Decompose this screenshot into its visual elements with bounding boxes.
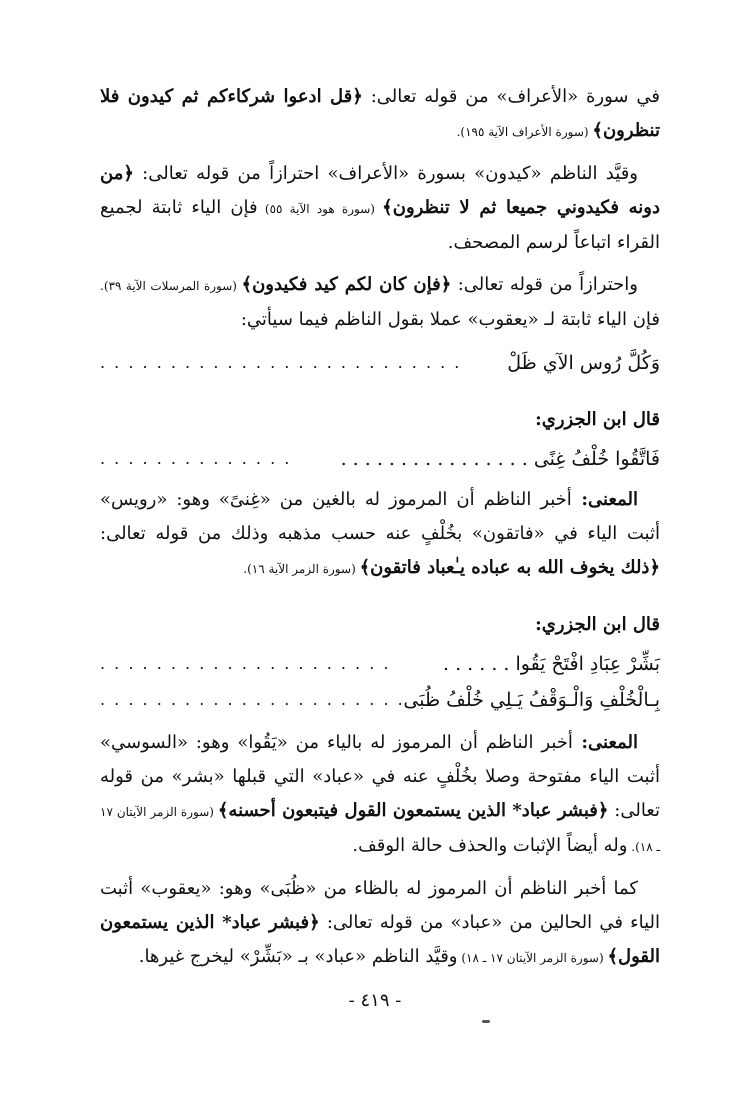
meaning-label: المعنى: — [572, 732, 639, 753]
poem-hemistich-right: وَكُلَّ رُوس الآي ظَلْ — [507, 352, 660, 374]
paragraph-text: كما أخبر الناظم أن المرموز له بالظاء من «ظُبَى» وهو: «يعقوب» أثبت الياء في الحالين من «عباد» من قوله تعالى: — [100, 878, 660, 933]
quran-quote: ﴿ذلك يخوف الله به عباده يـٰعباد فاتقون﴾ — [359, 557, 660, 578]
poem-hemistich-right: بِـالْخُلْفِ وَالْـوَقْفُ يَـلِي خُلْفُ ظُبَى — [403, 689, 660, 711]
quran-quote: ﴿قل ادعوا شركاءكم ثم كيدون فلا تنظرون﴾ — [100, 86, 660, 141]
paragraph-text: في سورة «الأعراف» من قوله تعالى: — [362, 86, 660, 107]
paragraph-text: وقيَّد الناظم «عباد» بـ «بَشِّرْ» ليخرج غيرها. — [138, 946, 458, 967]
paragraph-4 — [100, 483, 660, 586]
poem-line-2 — [100, 441, 660, 477]
quran-quote: ﴿فبشر عباد* الذين يستمعون القول فيتبعون أحسنه﴾ — [217, 800, 609, 821]
poem-hemistich-right: فَاتَّقُوا خُلْفُ غِنًى . . . . . . . . . . . . . . . . — [340, 448, 660, 470]
poem-line-3 — [100, 646, 660, 682]
quran-quote: ﴿من دونه فكيدوني جميعا ثم لا تنظرون﴾ — [100, 163, 660, 218]
page-number: - ٤١٩ - — [348, 990, 402, 1011]
paragraph-text: فإن الياء ثابتة لجميع القراء اتباعاً لرسم المصحف. — [100, 197, 660, 253]
paragraph-text: فإن الياء ثابتة لـ «يعقوب» عملا بقول الناظم فيما سيأتي: — [240, 309, 660, 330]
poem-line-4 — [100, 682, 660, 718]
quran-quote: ﴿فبشر عباد* الذين يستمعون القول﴾ — [100, 912, 660, 967]
verse-reference: (سورة الأعراف الآية ١٩٥). — [456, 125, 593, 139]
poem-line-1 — [100, 345, 660, 381]
paragraph-text: واحترازاً من قوله تعالى: — [451, 274, 638, 295]
poem-hemistich-left: . . . . . . . . . . . . . . . . . . . . . — [100, 654, 391, 673]
poem-hemistich-left: . . . . . . . . . . . . . . . . . . . . . . . . . . — [100, 353, 462, 372]
paragraph-6 — [100, 872, 660, 975]
meaning-label: المعنى: — [571, 489, 638, 510]
poem-hemistich-right: بَشِّرْ عِبَادِ افْتَحْ يَقُوا . . . . . . — [443, 653, 660, 675]
page-body — [100, 80, 660, 983]
paragraph-text: أخبر الناظم أن المرموز له بالياء من «يَقُوا» وهو: «السوسي» أثبت الياء مفتوحة وصلا بخُلْفٍ عنه في «عباد» التي قبلها «بشر» من قوله تعالى: — [100, 732, 660, 821]
paragraph-2 — [100, 157, 660, 260]
paragraph-5 — [100, 726, 660, 864]
quran-quote: ﴿فإن كان لكم كيد فكيدون﴾ — [241, 274, 452, 295]
paragraph-1 — [100, 80, 660, 149]
paragraph-text: وله أيضاً الإثبات والحذف حالة الوقف. — [352, 835, 628, 856]
verse-reference: (سورة الزمر الآيتان ١٧ ـ ١٨). — [100, 805, 660, 854]
verse-reference: (سورة المرسلات الآية ٣٩). — [100, 279, 242, 293]
section-heading-1: قال ابن الجزري: — [535, 409, 660, 430]
paragraph-text: أخبر الناظم أن المرموز له بالغين من «غِنىً» وهو: «رويس» أثبت الياء في «فاتقون» بخُلْفٍ عنه حسب مذهبه وذلك من قوله تعالى: — [100, 489, 660, 544]
verse-reference: (سورة الزمر الآية ١٦). — [243, 562, 360, 576]
poem-hemistich-left: . . . . . . . . . . . . . . — [100, 449, 292, 468]
verse-reference: (سورة الزمر الآيتان ١٧ ـ ١٨) — [457, 951, 608, 965]
verse-reference: (سورة هود الآية ٥٥) — [257, 202, 383, 216]
print-mark — [482, 1020, 490, 1023]
poem-hemistich-left: . . . . . . . . . . . . . . . . . . . . . . . . — [100, 690, 434, 709]
paragraph-text: وقيَّد الناظم «كيدون» بسورة «الأعراف» احترازاً من قوله تعالى: — [133, 163, 638, 184]
section-heading-2: قال ابن الجزري: — [535, 614, 660, 635]
paragraph-3 — [100, 268, 660, 337]
